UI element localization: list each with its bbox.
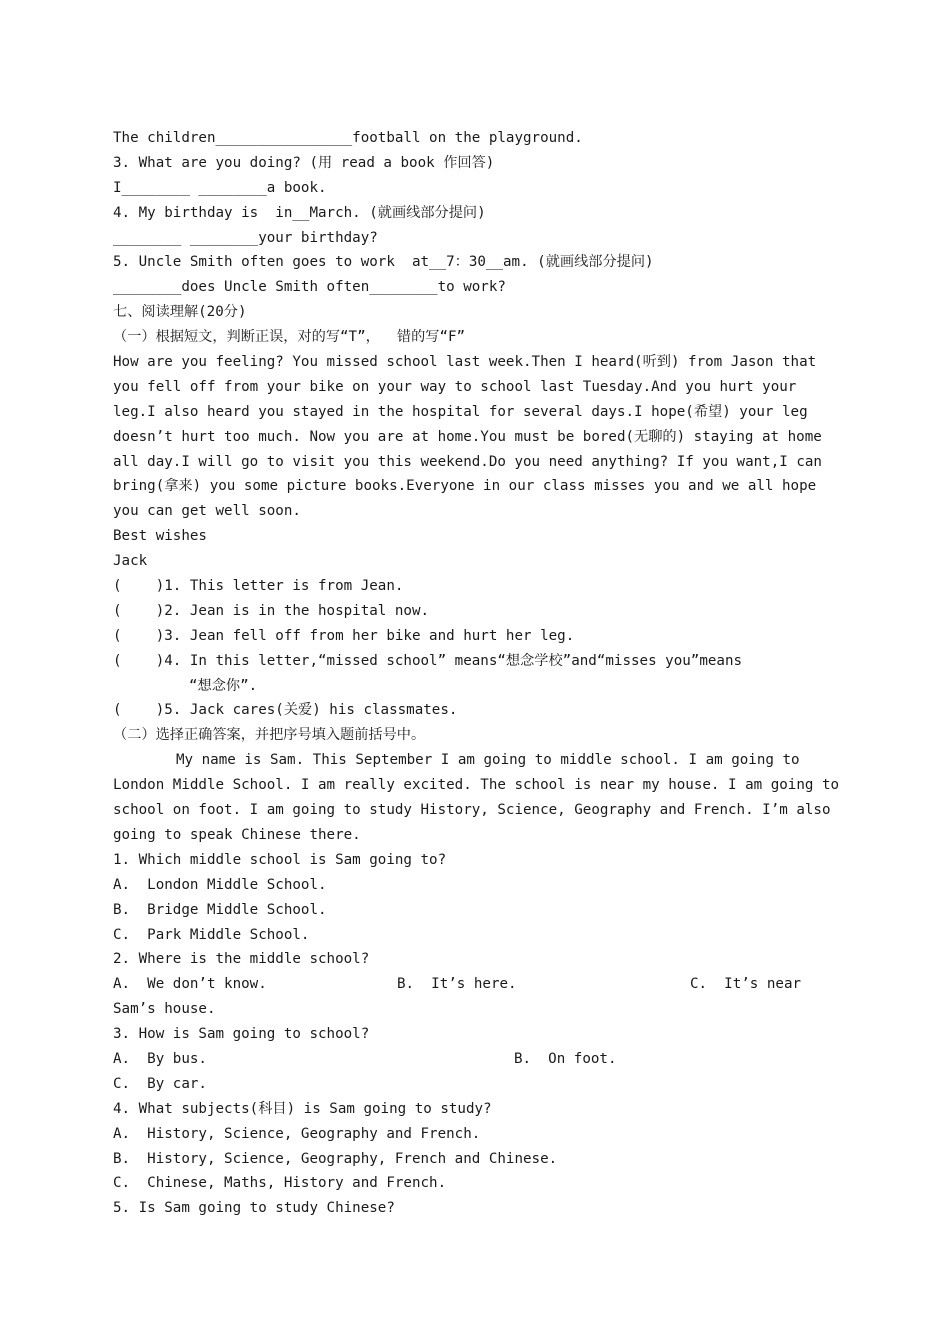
passage-line: London Middle School. I am really excited. The school is near my house. I am going to (113, 777, 840, 794)
option-4b: B. History, Science, Geography, French and Chinese. (113, 1150, 558, 1167)
tf-statement-2: ( )2. Jean is in the hospital now. (113, 602, 430, 619)
option-3c: C. By car. (113, 1075, 207, 1092)
option-2b: B. It’s here. (397, 976, 517, 993)
option-3a: A. By bus. (113, 1050, 207, 1067)
letter-line: How are you feeling? You missed school last week.Then I heard(听到) from Jason that (113, 354, 817, 371)
tf-statement-4: ( )4. In this letter,“missed school” means“想念学校”and“misses you”means (113, 652, 743, 669)
tf-statement-3: ( )3. Jean fell off from her bike and hurt her leg. (113, 627, 575, 644)
option-1c: C. Park Middle School. (113, 926, 310, 943)
answer-line-5: ________does Uncle Smith often________to work? (113, 279, 506, 296)
option-2c: C. It’s near (690, 976, 802, 993)
part1-instruction: （一）根据短文，判断正误，对的写“T”， 错的写“F” (113, 329, 466, 346)
option-3b: B. On foot. (514, 1050, 617, 1067)
tf-statement-1: ( )1. This letter is from Jean. (113, 578, 404, 595)
passage-line: going to speak Chinese there. (113, 826, 361, 843)
tf-statement-4-continued: “想念你”. (189, 677, 258, 694)
letter-line: all day.I will go to visit you this weekend.Do you need anything? If you want,I can (113, 453, 822, 470)
option-1a: A. London Middle School. (113, 876, 327, 893)
question-3: 3. What are you doing? (用 read a book 作回答) (113, 154, 495, 171)
mc-question-4: 4. What subjects(科目) is Sam going to study? (113, 1100, 492, 1117)
letter-line: you fell off from your bike on your way to school last Tuesday.And you hurt your (113, 378, 797, 395)
letter-line: bring(拿来) you some picture books.Everyone in our class misses you and we all hope (113, 478, 817, 495)
letter-closing: Best wishes (113, 528, 207, 545)
letter-line: leg.I also heard you stayed in the hospital for several days.I hope(希望) your leg (113, 403, 808, 420)
section-heading: 七、阅读理解(20分) (113, 304, 247, 321)
option-4c: C. Chinese, Maths, History and French. (113, 1175, 447, 1192)
passage-line: My name is Sam. This September I am going to middle school. I am going to (176, 752, 800, 769)
mc-question-3: 3. How is Sam going to school? (113, 1026, 370, 1043)
option-2c-continued: Sam’s house. (113, 1001, 216, 1018)
mc-question-5: 5. Is Sam going to study Chinese? (113, 1200, 395, 1217)
letter-line: you can get well soon. (113, 503, 301, 520)
options-row-2 (113, 972, 853, 997)
option-2a: A. We don’t know. (113, 976, 267, 993)
fill-blank-children: The children________________football on the playground. (113, 130, 583, 146)
tf-statement-5: ( )5. Jack cares(关爱) his classmates. (113, 702, 458, 719)
letter-line: doesn’t hurt too much. Now you are at home.You must be bored(无聊的) staying at home (113, 428, 822, 445)
option-4a: A. History, Science, Geography and French. (113, 1125, 481, 1142)
answer-line-4: ________ ________your birthday? (113, 229, 378, 246)
question-4: 4. My birthday is in__March. (就画线部分提问) (113, 204, 486, 221)
letter-signature: Jack (113, 553, 148, 570)
answer-line-3: I________ ________a book. (113, 179, 327, 196)
mc-question-2: 2. Where is the middle school? (113, 951, 370, 968)
worksheet-page (113, 126, 853, 1221)
option-1b: B. Bridge Middle School. (113, 901, 327, 918)
passage-line: school on foot. I am going to study History, Science, Geography and French. I’m also (113, 802, 831, 819)
mc-question-1: 1. Which middle school is Sam going to? (113, 851, 447, 868)
part2-instruction: （二）选择正确答案，并把序号填入题前括号中。 (113, 727, 426, 744)
options-row-3 (113, 1047, 853, 1072)
question-5: 5. Uncle Smith often goes to work at__7：30__am. (就画线部分提问) (113, 254, 654, 271)
